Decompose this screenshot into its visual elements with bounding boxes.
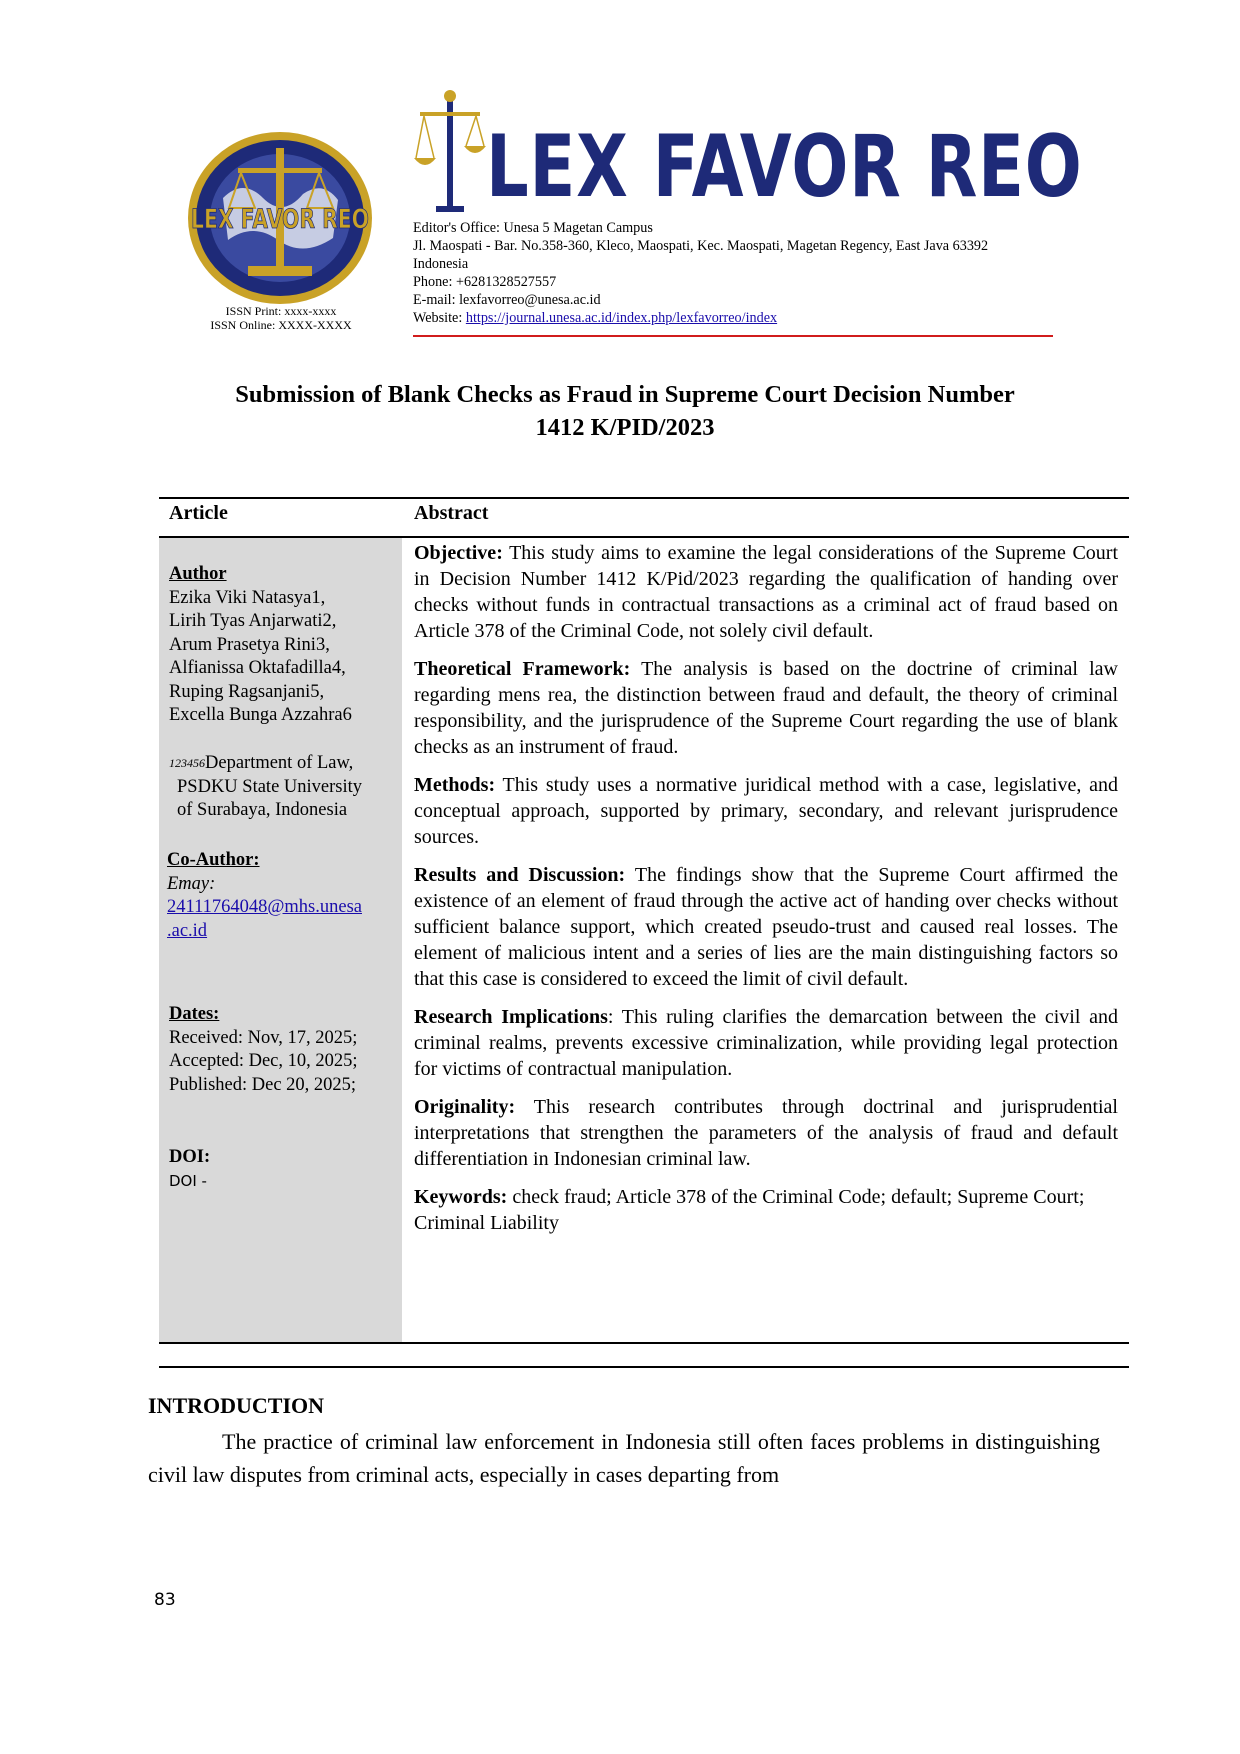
column-header-article: Article bbox=[169, 502, 228, 524]
dates-section bbox=[169, 1003, 399, 1097]
affiliation-superscript: 123456 bbox=[169, 756, 205, 770]
page-number: 83 bbox=[154, 1590, 176, 1610]
office-line: Jl. Maospati - Bar. No.358-360, Kleco, Maospati, Kec. Maospati, Magetan Regency, East Java 63392 bbox=[413, 238, 989, 254]
implications-label: Research Implications bbox=[414, 1006, 608, 1028]
website-link[interactable]: https://journal.unesa.ac.id/index.php/lexfavorreo/index bbox=[465, 310, 778, 326]
table-top-rule bbox=[159, 497, 1129, 499]
table-end-rule bbox=[159, 1366, 1129, 1368]
originality-text: This research contributes through doctrinal and jurisprudential interpretations that strengthen the parameters of the analysis of fraud and default differentiation in Indonesian criminal law. bbox=[414, 1096, 1118, 1170]
scales-of-justice-icon bbox=[414, 88, 486, 213]
author-heading: Author bbox=[169, 564, 227, 584]
introduction-heading: INTRODUCTION bbox=[148, 1393, 325, 1418]
issn-print: ISSN Print: xxxx-xxxx bbox=[225, 304, 337, 318]
website-line bbox=[413, 309, 988, 327]
title-line-2: 1412 K/PID/2023 bbox=[535, 414, 715, 441]
results-text: The findings show that the Supreme Court affirmed the existence of an element of fraud through the active act of handing over checks without sufficient balance support, which created pseudo-trust and caused real losses. The element of malicious intent and a series of lies are the main distinguishing factors so that this case is considered to exceed the limit of civil default. bbox=[414, 864, 1118, 990]
originality-label: Originality: bbox=[414, 1096, 516, 1118]
author-name: Ezika Viki Natasya1, bbox=[169, 587, 326, 608]
results-label: Results and Discussion: bbox=[414, 864, 626, 886]
affiliation bbox=[169, 752, 399, 823]
author-name: Lirih Tyas Anjarwati2, bbox=[169, 611, 337, 631]
keywords-text: check fraud; Article 378 of the Criminal Code; default; Supreme Court; Criminal Liability bbox=[414, 1186, 1085, 1234]
date-published: Published: Dec 20, 2025; bbox=[169, 1074, 357, 1095]
abstract-results bbox=[414, 862, 1118, 992]
affiliation-line: of Surabaya, Indonesia bbox=[177, 800, 348, 820]
issn-online: ISSN Online: XXXX-XXXX bbox=[210, 318, 352, 332]
title-line-1: Submission of Blank Checks as Fraud in Supreme Court Decision Number bbox=[235, 381, 1015, 408]
introduction-text: The practice of criminal law enforcement in Indonesia still often faces problems in distinguishing civil law disputes from criminal acts, especially in cases departing from bbox=[148, 1429, 1100, 1487]
abstract-objective bbox=[414, 540, 1118, 644]
email-label: Emay: bbox=[167, 873, 216, 894]
methods-text: This study uses a normative juridical method with a case, legislative, and conceptual approach, supported by primary, secondary, and relevant jurisprudence sources. bbox=[414, 774, 1118, 848]
date-received: Received: Nov, 17, 2025; bbox=[169, 1027, 358, 1048]
table-bottom-rule bbox=[159, 1342, 1129, 1344]
email-link[interactable]: 24111764048@mhs.unesa bbox=[167, 897, 362, 917]
framework-label: Theoretical Framework: bbox=[414, 658, 631, 680]
journal-masthead: LEX FAVOR REO bbox=[486, 117, 1083, 217]
affiliation-line: PSDKU State University bbox=[177, 776, 362, 797]
objective-text: This study aims to examine the legal considerations of the Supreme Court in Decision Number 1412 K/Pid/2023 regarding the qualification of handing over checks without funds in contractual transactions as a criminal act of fraud based on Article 378 of the Criminal Code, not solely civil default. bbox=[414, 542, 1118, 642]
doi-section bbox=[169, 1146, 399, 1193]
author-name: Arum Prasetya Rini3, bbox=[169, 634, 330, 655]
office-line: Phone: +6281328527557 bbox=[413, 274, 557, 290]
email-link-continued[interactable]: .ac.id bbox=[167, 920, 208, 941]
author-name: Excella Bunga Azzahra6 bbox=[169, 705, 352, 725]
office-line: E-mail: lexfavorreo@unesa.ac.id bbox=[413, 292, 601, 308]
journal-emblem-logo bbox=[183, 128, 378, 305]
abstract-originality bbox=[414, 1094, 1118, 1172]
abstract-body bbox=[414, 540, 1118, 1248]
website-label: Website: bbox=[413, 310, 466, 326]
office-line: Editor's Office: Unesa 5 Magetan Campus bbox=[413, 220, 653, 236]
coauthor-heading: Co-Author: bbox=[167, 850, 260, 870]
dates-heading: Dates: bbox=[169, 1004, 220, 1024]
office-line: Indonesia bbox=[413, 256, 469, 272]
header-divider bbox=[413, 335, 1053, 337]
implications-text: : This ruling clarifies the demarcation between the civil and criminal realms, prevents excessive criminalization, while providing legal protection for victims of contractual manipulation. bbox=[414, 1006, 1118, 1080]
column-header-abstract: Abstract bbox=[414, 502, 489, 524]
editor-office-block bbox=[413, 219, 988, 327]
methods-label: Methods: bbox=[414, 774, 496, 796]
article-title bbox=[140, 378, 1110, 444]
author-name: Ruping Ragsanjani5, bbox=[169, 681, 325, 702]
affiliation-line: Department of Law, bbox=[205, 753, 354, 773]
introduction-paragraph bbox=[148, 1425, 1100, 1491]
author-section bbox=[169, 563, 399, 728]
author-name: Alfianissa Oktafadilla4, bbox=[169, 658, 346, 678]
framework-text: The analysis is based on the doctrine of criminal law regarding mens rea, the distinction between fraud and default, the theory of criminal responsibility, and the jurisprudence of the Supreme Court regarding the use of blank checks as an instrument of fraud. bbox=[414, 658, 1118, 758]
emblem-text: LEX FAVOR REO bbox=[191, 204, 369, 235]
date-accepted: Accepted: Dec, 10, 2025; bbox=[169, 1051, 358, 1071]
doi-heading: DOI: bbox=[169, 1147, 211, 1167]
doi-value: DOI - bbox=[169, 1171, 207, 1190]
keywords-label: Keywords: bbox=[414, 1186, 508, 1208]
abstract-methods bbox=[414, 772, 1118, 850]
abstract-keywords bbox=[414, 1184, 1118, 1236]
abstract-implications bbox=[414, 1004, 1118, 1082]
objective-label: Objective: bbox=[414, 542, 503, 564]
coauthor-section bbox=[167, 849, 397, 943]
abstract-framework bbox=[414, 656, 1118, 760]
